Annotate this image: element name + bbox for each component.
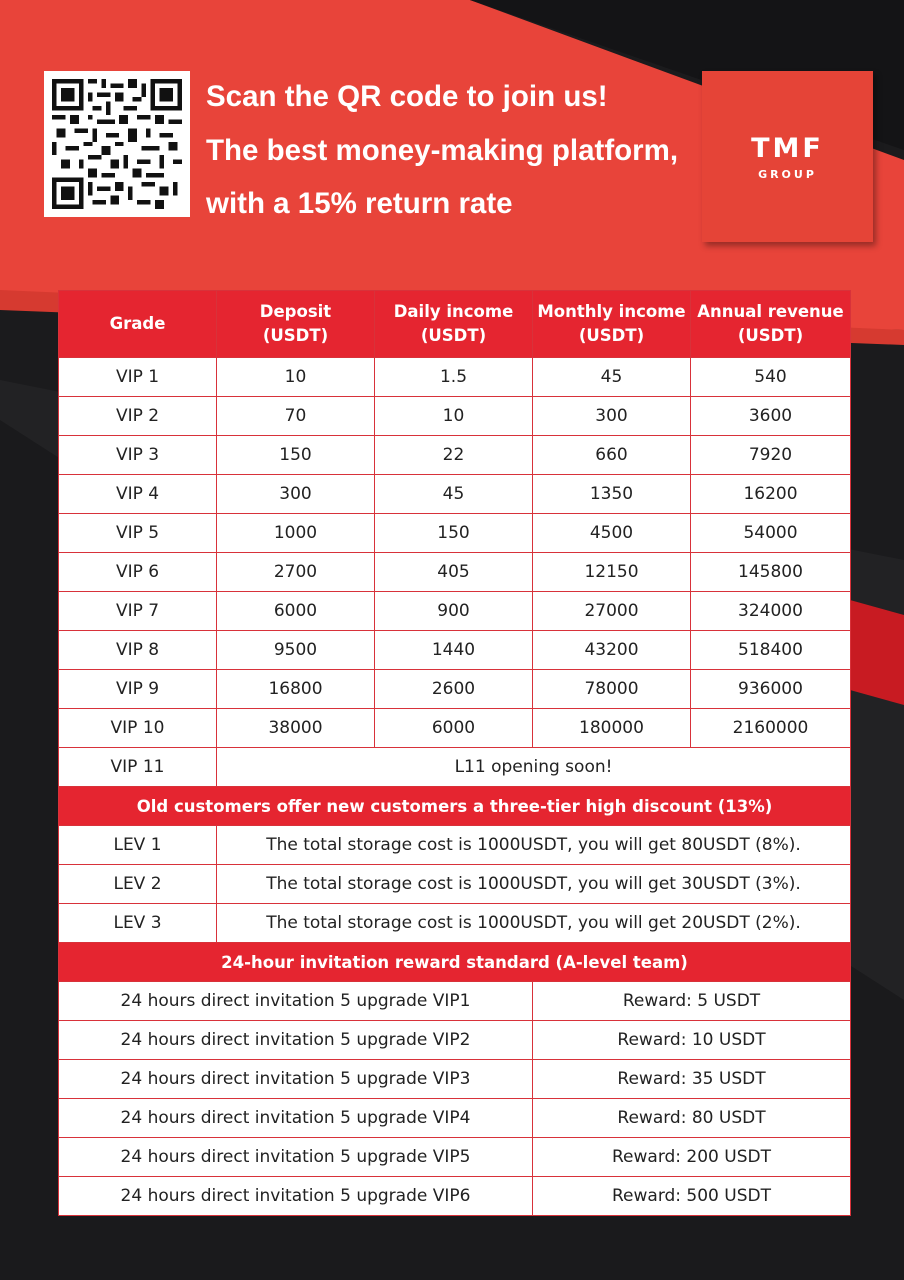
discount-text-cell: The total storage cost is 1000USDT, you will get 80USDT (8%). [217, 826, 851, 865]
monthly-income-cell: 4500 [533, 514, 691, 553]
vip-row [59, 670, 851, 709]
monthly-income-cell: 180000 [533, 709, 691, 748]
column-header-grade: Grade [59, 291, 217, 358]
vip-row [59, 709, 851, 748]
monthly-income-cell: 1350 [533, 475, 691, 514]
annual-revenue-cell: 2160000 [691, 709, 851, 748]
annual-revenue-cell: 518400 [691, 631, 851, 670]
deposit-cell: 38000 [217, 709, 375, 748]
reward-row [59, 1060, 851, 1099]
level-cell: LEV 3 [59, 904, 217, 943]
discount-row [59, 826, 851, 865]
vip-plan-table [58, 290, 850, 1216]
headline-line-2: The best money-making platform, [206, 133, 679, 167]
monthly-income-cell: 660 [533, 436, 691, 475]
logo-text: TMF [751, 133, 824, 164]
deposit-cell: 16800 [217, 670, 375, 709]
reward-condition-cell: 24 hours direct invitation 5 upgrade VIP4 [59, 1099, 533, 1138]
monthly-income-cell: 12150 [533, 553, 691, 592]
daily-income-cell: 405 [375, 553, 533, 592]
logo-subtext: GROUP [758, 168, 817, 181]
vip-row [59, 358, 851, 397]
discount-row [59, 865, 851, 904]
deposit-cell: 2700 [217, 553, 375, 592]
deposit-cell: 9500 [217, 631, 375, 670]
table-header-row [59, 291, 851, 358]
daily-income-cell: 10 [375, 397, 533, 436]
headline [206, 70, 678, 231]
annual-revenue-cell: 7920 [691, 436, 851, 475]
daily-income-cell: 900 [375, 592, 533, 631]
reward-amount-cell: Reward: 35 USDT [533, 1060, 851, 1099]
reward-row [59, 1099, 851, 1138]
grade-cell: VIP 3 [59, 436, 217, 475]
grade-cell: VIP 4 [59, 475, 217, 514]
level-cell: LEV 1 [59, 826, 217, 865]
daily-income-cell: 22 [375, 436, 533, 475]
daily-income-cell: 2600 [375, 670, 533, 709]
reward-amount-cell: Reward: 200 USDT [533, 1138, 851, 1177]
vip-11-row [59, 748, 851, 787]
annual-revenue-cell: 16200 [691, 475, 851, 514]
reward-condition-cell: 24 hours direct invitation 5 upgrade VIP2 [59, 1021, 533, 1060]
reward-amount-cell: Reward: 500 USDT [533, 1177, 851, 1216]
reward-row [59, 1138, 851, 1177]
monthly-income-cell: 45 [533, 358, 691, 397]
daily-income-cell: 150 [375, 514, 533, 553]
annual-revenue-cell: 54000 [691, 514, 851, 553]
annual-revenue-cell: 936000 [691, 670, 851, 709]
discount-text-cell: The total storage cost is 1000USDT, you will get 20USDT (2%). [217, 904, 851, 943]
reward-row [59, 1177, 851, 1216]
deposit-cell: 70 [217, 397, 375, 436]
grade-cell: VIP 7 [59, 592, 217, 631]
annual-revenue-cell: 540 [691, 358, 851, 397]
deposit-cell: 300 [217, 475, 375, 514]
annual-revenue-cell: 145800 [691, 553, 851, 592]
monthly-income-cell: 300 [533, 397, 691, 436]
tmf-group-logo [702, 71, 873, 242]
vip-row [59, 592, 851, 631]
vip-row [59, 475, 851, 514]
monthly-income-cell: 43200 [533, 631, 691, 670]
grade-cell: VIP 9 [59, 670, 217, 709]
deposit-cell: 10 [217, 358, 375, 397]
column-header-deposit: Deposit (USDT) [217, 291, 375, 358]
reward-amount-cell: Reward: 10 USDT [533, 1021, 851, 1060]
level-cell: LEV 2 [59, 865, 217, 904]
daily-income-cell: 45 [375, 475, 533, 514]
column-header-daily-income: Daily income (USDT) [375, 291, 533, 358]
headline-line-3: with a 15% return rate [206, 187, 513, 220]
grade-cell: VIP 1 [59, 358, 217, 397]
grade-cell: VIP 6 [59, 553, 217, 592]
deposit-cell: 6000 [217, 592, 375, 631]
discount-text-cell: The total storage cost is 1000USDT, you will get 30USDT (3%). [217, 865, 851, 904]
vip-row [59, 514, 851, 553]
headline-line-1: Scan the QR code to join us! [206, 80, 608, 113]
daily-income-cell: 1440 [375, 631, 533, 670]
annual-revenue-cell: 3600 [691, 397, 851, 436]
grade-cell: VIP 2 [59, 397, 217, 436]
reward-amount-cell: Reward: 80 USDT [533, 1099, 851, 1138]
vip-row [59, 631, 851, 670]
reward-condition-cell: 24 hours direct invitation 5 upgrade VIP6 [59, 1177, 533, 1216]
daily-income-cell: 1.5 [375, 358, 533, 397]
vip-11-note: L11 opening soon! [217, 748, 851, 787]
reward-condition-cell: 24 hours direct invitation 5 upgrade VIP3 [59, 1060, 533, 1099]
discount-row [59, 904, 851, 943]
deposit-cell: 150 [217, 436, 375, 475]
daily-income-cell: 6000 [375, 709, 533, 748]
annual-revenue-cell: 324000 [691, 592, 851, 631]
grade-cell: VIP 5 [59, 514, 217, 553]
discount-title: Old customers offer new customers a three-tier high discount (13%) [59, 787, 851, 826]
vip-row [59, 436, 851, 475]
column-header-annual-revenue: Annual revenue (USDT) [691, 291, 851, 358]
grade-cell: VIP 8 [59, 631, 217, 670]
monthly-income-cell: 27000 [533, 592, 691, 631]
reward-row [59, 1021, 851, 1060]
discount-banner-row [59, 787, 851, 826]
reward-row [59, 982, 851, 1021]
reward-condition-cell: 24 hours direct invitation 5 upgrade VIP5 [59, 1138, 533, 1177]
column-header-monthly-income: Monthly income (USDT) [533, 291, 691, 358]
rewards-banner-row [59, 943, 851, 982]
reward-amount-cell: Reward: 5 USDT [533, 982, 851, 1021]
qr-code [44, 71, 190, 217]
grade-cell: VIP 11 [59, 748, 217, 787]
deposit-cell: 1000 [217, 514, 375, 553]
grade-cell: VIP 10 [59, 709, 217, 748]
reward-condition-cell: 24 hours direct invitation 5 upgrade VIP1 [59, 982, 533, 1021]
monthly-income-cell: 78000 [533, 670, 691, 709]
vip-row [59, 553, 851, 592]
vip-row [59, 397, 851, 436]
rewards-title: 24-hour invitation reward standard (A-level team) [59, 943, 851, 982]
